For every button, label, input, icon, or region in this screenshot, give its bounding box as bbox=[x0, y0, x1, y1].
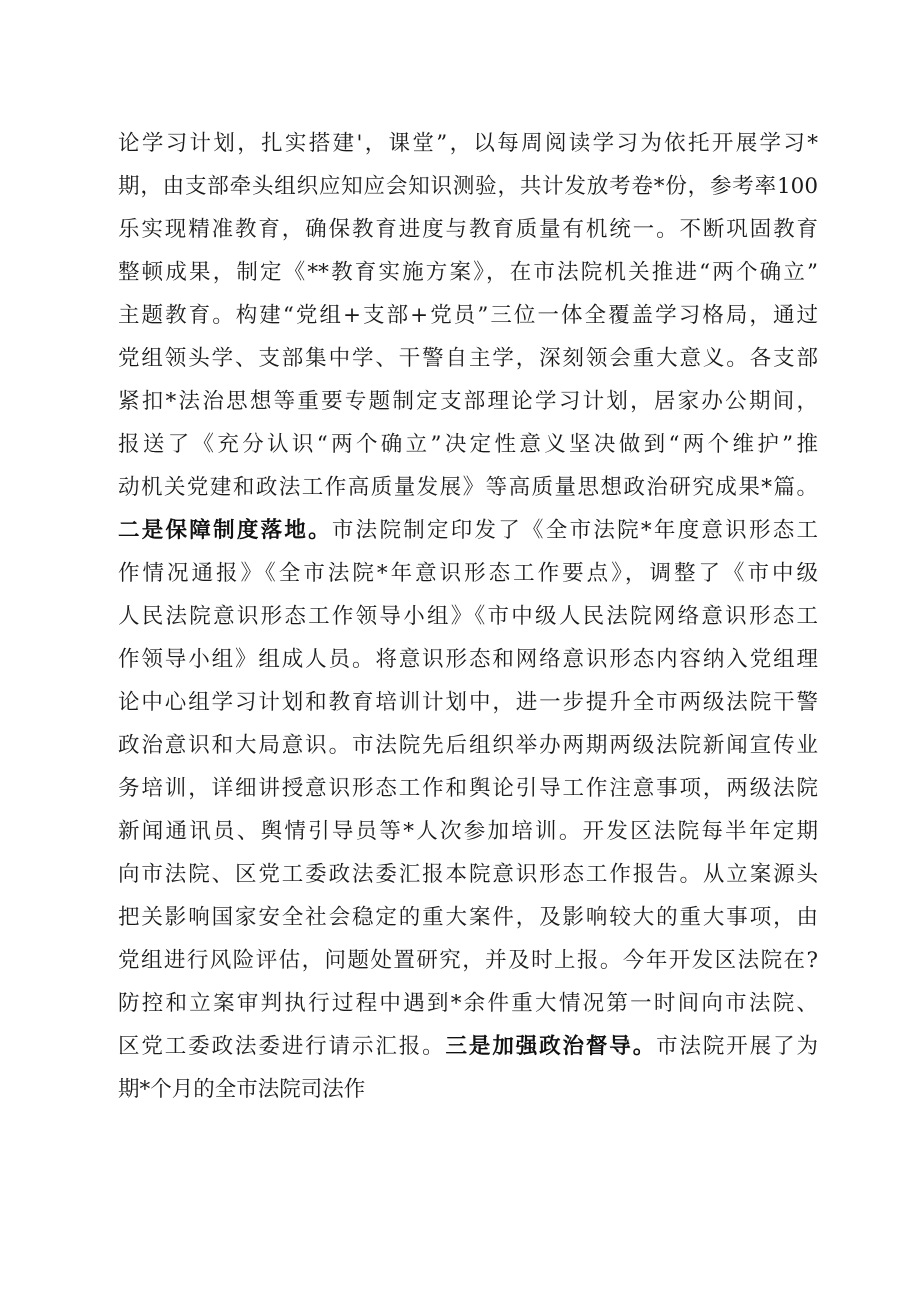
text-line bbox=[118, 1029, 818, 1065]
text-line: 务培训，详细讲授意识形态工作和舆论引导工作注意事项，两级法院 bbox=[118, 776, 818, 801]
text-line: 报送了《充分认识“两个确立”决定性意义坚决做到“两个维护”推 bbox=[118, 432, 818, 457]
text-line: 新闻通讯员、舆情引导员等*人次参加培训。开发区法院每半年定期 bbox=[118, 819, 818, 844]
text-line: 动机关党建和政法工作高质量发展》等高质量思想政治研究成果*篇。 bbox=[118, 475, 818, 500]
text-line bbox=[118, 513, 818, 549]
text-segment: 市法院开展了为 bbox=[656, 1034, 818, 1059]
text-line: 防控和立案审判执行过程中遇到*余件重大情况第一时间向市法院、 bbox=[118, 991, 818, 1016]
text-segment: 区党工委政法委进行请示汇报。 bbox=[118, 1034, 446, 1059]
text-line: 整顿成果，制定《**教育实施方案》，在市法院机关推进“两个确立” bbox=[118, 260, 818, 285]
text-line: 论中心组学习计划和教育培训计划中，进一步提升全市两级法院干警 bbox=[118, 690, 818, 715]
text-line: 把关影响国家安全社会稳定的重大案件，及影响较大的重大事项，由 bbox=[118, 905, 818, 930]
text-line: 人民法院意识形态工作领导小组》《市中级人民法院网络意识形态工 bbox=[118, 604, 818, 629]
text-line: 党组进行风险评估，问题处置研究，并及时上报。今年开发区法院在? bbox=[118, 948, 818, 973]
text-line: 作领导小组》组成人员。将意识形态和网络意识形态内容纳入党组理 bbox=[118, 647, 818, 672]
text-line: 主题教育。构建“党组+支部+党员”三位一体全覆盖学习格局，通过 bbox=[118, 303, 818, 328]
text-segment: 市法院制定印发了《全市法院*年度意识形态工 bbox=[331, 518, 818, 543]
text-line: 论学习计划，扎实搭建'，课堂”，以每周阅读学习为依托开展学习* bbox=[118, 131, 818, 156]
text-line: 乐实现精准教育，确保教育进度与教育质量有机统一。不断巩固教育 bbox=[118, 217, 818, 242]
text-line: 作情况通报》《全市法院*年意识形态工作要点》，调整了《市中级 bbox=[118, 561, 818, 586]
text-line: 期，由支部牵头组织应知应会知识测验，共计发放考卷*份，参考率100 bbox=[118, 174, 818, 199]
text-line: 政治意识和大局意识。市法院先后组织举办两期两级法院新闻宣传业 bbox=[118, 733, 818, 758]
text-line: 紧扣*法治思想等重要专题制定支部理论学习计划，居家办公期间， bbox=[118, 389, 818, 414]
text-line: 向市法院、区党工委政法委汇报本院意识形态工作报告。从立案源头 bbox=[118, 862, 818, 887]
text-line: 党组领头学、支部集中学、干警自主学，深刻领会重大意义。各支部 bbox=[118, 346, 818, 371]
text-line: 期*个月的全市法院司法作 bbox=[118, 1077, 366, 1102]
section-heading: 三是加强政治督导。 bbox=[445, 1034, 657, 1059]
section-heading: 二是保障制度落地。 bbox=[118, 518, 332, 543]
